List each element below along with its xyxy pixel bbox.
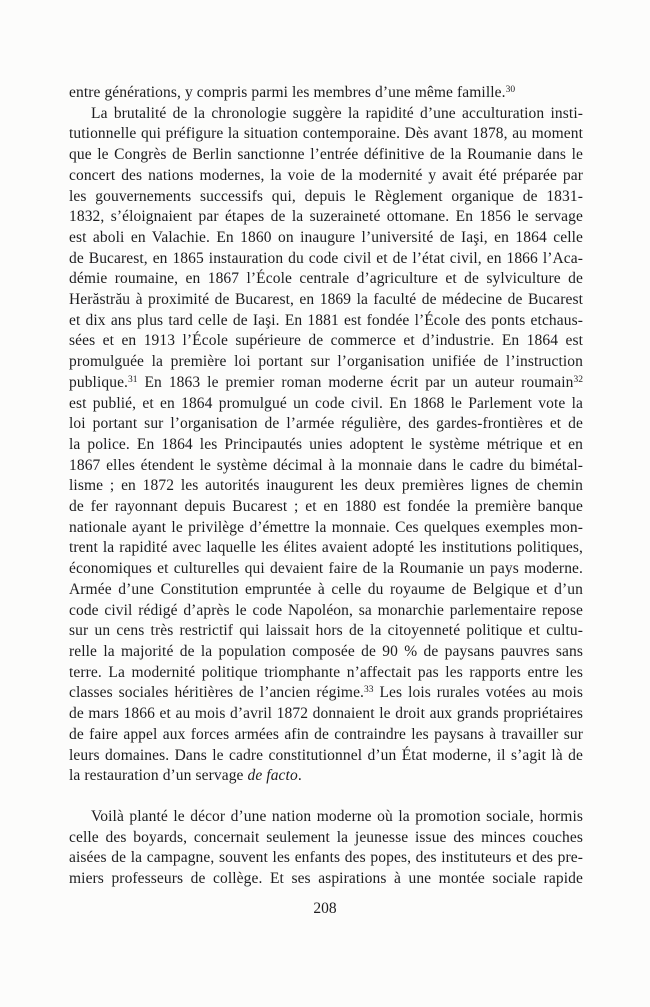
footnote-reference: 32 bbox=[573, 374, 583, 385]
text-line: et dix ans plus tard celle de Iaşi. En 1881 est fondée l’École des ponts etchaus- bbox=[69, 311, 583, 329]
footnote-reference: 33 bbox=[364, 685, 374, 696]
text-line: de mars 1866 et au mois d’avril 1872 donnaient le droit aux grands propriétaires bbox=[69, 705, 583, 723]
text-line: de fer rayonnant depuis Bucarest ; et en 1880 est fondée la première banque bbox=[69, 498, 583, 516]
text-line: miers professeurs de collège. Et ses aspirations à une montée sociale rapide bbox=[69, 870, 583, 888]
text-line: de faire appel aux forces armées afin de contraindre les paysans à travailler sur bbox=[69, 725, 583, 743]
text-line: entre générations, y compris parmi les membres d’une même famille.$^{30}$ bbox=[69, 84, 516, 101]
text-block bbox=[69, 83, 583, 890]
text-line: est aboli en Valachie. En 1860 on inaugure l’université de Iaşi, en 1864 celle bbox=[69, 228, 583, 246]
text-line: sées et en 1913 l’École supérieure de commerce et d’industrie. En 1864 est bbox=[69, 332, 583, 350]
text-line: Armée d’une Constitution empruntée à celle du royaume de Belgique et d’un bbox=[69, 580, 583, 598]
text-line: code civil rédigé d’après le code Napoléon, sa monarchie parlementaire repose bbox=[69, 601, 583, 619]
text-line: est publié, et en 1864 promulgué un code civil. En 1868 le Parlement vote la bbox=[69, 394, 583, 412]
text-line: publique.$^{31}$ En 1863 le premier roman moderne écrit par un auteur roumain$^{32}$ bbox=[69, 373, 583, 391]
text-line: démie roumaine, en 1867 l’École centrale d’agriculture et de sylviculture de bbox=[69, 270, 583, 288]
text-line: 1832, s’éloignaient par étapes de la suzeraineté ottomane. En 1856 le servage bbox=[69, 208, 583, 226]
text-line: trent la rapidité avec laquelle les élites avaient adopté les institutions politiques, bbox=[69, 539, 583, 557]
text-line: leurs domaines. Dans le cadre constitutionnel d’un État moderne, il s’agit là de bbox=[69, 746, 583, 764]
text-line: terre. La modernité politique triomphante n’affectait pas les rapports entre les bbox=[69, 663, 583, 681]
text-line: promulguée la première loi portant sur l’organisation unifiée de l’instruction bbox=[69, 353, 583, 371]
text-line: aisées de la campagne, souvent les enfants des popes, des instituteurs et des pre- bbox=[69, 849, 583, 867]
text-line: relle la majorité de la population composée de 90 % de paysans pauvres sans bbox=[69, 642, 583, 660]
paragraph bbox=[69, 104, 583, 787]
text-line: concert des nations modernes, la voie de la modernité y avait été préparée par bbox=[69, 166, 583, 184]
text-line: la restauration d’un servage de facto. bbox=[69, 767, 302, 785]
text-line: loi portant sur l’organisation de l’armée régulière, des gardes-frontières et de bbox=[69, 415, 583, 433]
text-line: celle des boyards, concernait seulement la jeunesse issue des minces couches bbox=[69, 828, 583, 846]
paragraph bbox=[69, 807, 583, 890]
text-line: la police. En 1864 les Principautés unies adoptent le système métrique et en bbox=[69, 435, 583, 453]
text-line: sur un cens très restrictif qui laissait hors de la citoyenneté politique et cultu- bbox=[69, 622, 583, 640]
footnote-reference: 30 bbox=[505, 85, 516, 95]
text-line: tutionnelle qui préfigure la situation contemporaine. Dès avant 1878, au moment bbox=[69, 125, 583, 143]
text-line: économiques et culturelles qui devaient faire de la Roumanie un pays moderne. bbox=[69, 560, 583, 578]
text-line: Voilà planté le décor d’une nation moderne où la promotion sociale, hormis bbox=[91, 807, 583, 825]
italic-text: de facto bbox=[247, 767, 298, 785]
text-line: que le Congrès de Berlin sanctionne l’entrée définitive de la Roumanie dans le bbox=[69, 146, 583, 164]
footnote-reference: 31 bbox=[128, 374, 138, 385]
text-line: classes sociales héritières de l’ancien régime.$^{33}$ Les lois rurales votées au mois bbox=[69, 684, 583, 702]
text-line: de Bucarest, en 1865 instauration du code civil et de l’état civil, en 1866 l’Aca- bbox=[69, 249, 583, 267]
text-line: 1867 elles étendent le système décimal à la monnaie dans le cadre du bimétal- bbox=[69, 456, 583, 474]
text-line: Herăstrău à proximité de Bucarest, en 1869 la faculté de médecine de Bucarest bbox=[69, 291, 583, 309]
text-line: nationale ayant le privilège d’émettre la monnaie. Ces quelques exemples mon- bbox=[69, 518, 583, 536]
text-line: lisme ; en 1872 les autorités inaugurent les deux premières lignes de chemin bbox=[69, 477, 583, 495]
paragraph bbox=[69, 83, 583, 104]
page-number: 208 bbox=[313, 900, 337, 917]
text-line: La brutalité de la chronologie suggère la rapidité d’une acculturation insti- bbox=[91, 104, 583, 122]
text-line: les gouvernements successifs qui, depuis le Règlement organique de 1831- bbox=[69, 187, 583, 205]
